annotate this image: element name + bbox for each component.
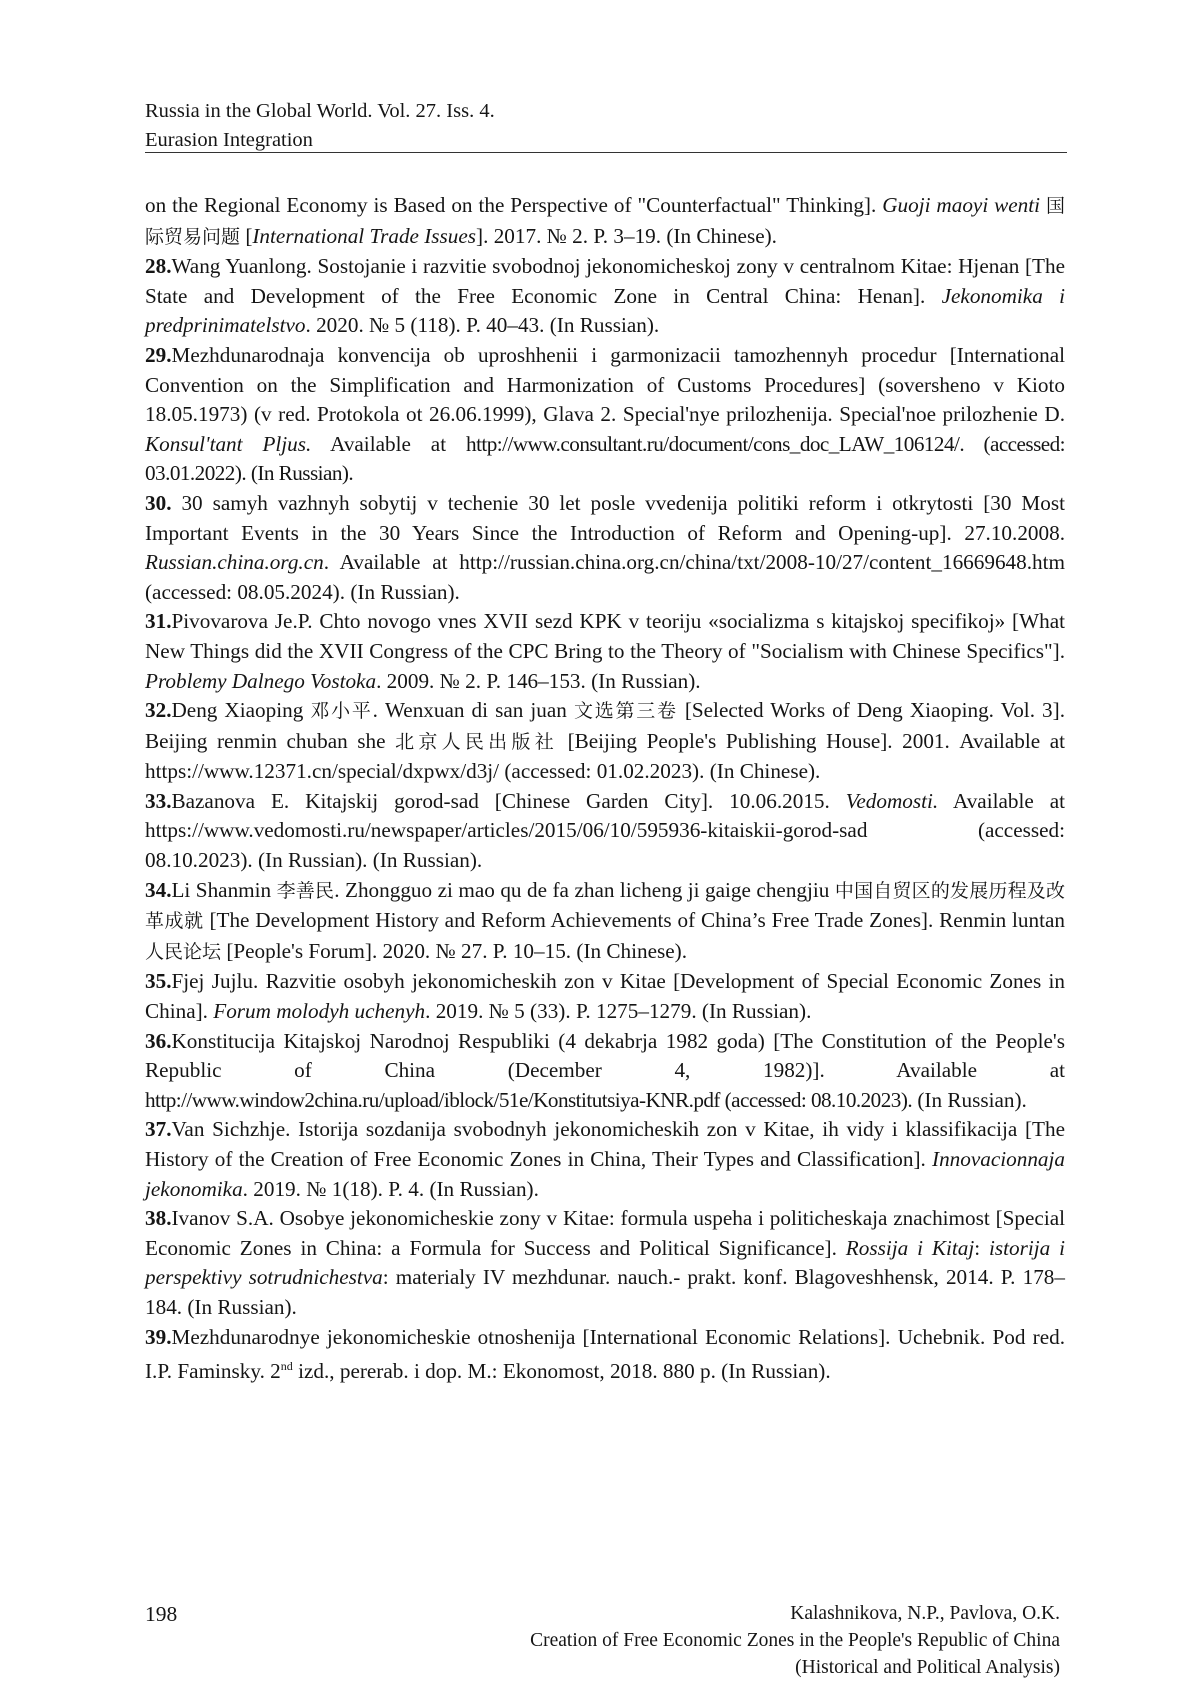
- reference-item-37: 37.Van Sichzhje. Istorija sozdanija svobodnyh jekonomicheskih zon v Kitae, ih vidy i klassifikacija [The History of the Creation of Free Economic Zones in China, Their Types and Classification]. Innovacionnaja jekonomika. 2019. № 1(18). P. 4. (In Russian).: [145, 1115, 1065, 1204]
- document-page: [0, 0, 1200, 1697]
- footer-article-subtitle: (Historical and Political Analysis): [530, 1654, 1060, 1681]
- page-number: 198: [145, 1602, 177, 1627]
- reference-list: [145, 191, 1065, 1387]
- running-header: [145, 97, 1067, 155]
- reference-item-30: 30. 30 samyh vazhnyh sobytij v techenie 30 let posle vvedenija politiki reform i otkrytosti [30 Most Important Events in the 30 Years Since the Introduction of Reform and Opening-up]. 27.10.2008. Russian.china.org.cn. Available at http://russian.china.org.cn/china/txt/2008-10/27/content_16669648.htm (accessed: 08.05.2024). (In Russian).: [145, 489, 1065, 607]
- footer-authors: Kalashnikova, N.P., Pavlova, O.K.: [530, 1600, 1060, 1627]
- reference-item-38: 38.Ivanov S.A. Osobye jekonomicheskie zony v Kitae: formula uspeha i politicheskaja znachimost [Special Economic Zones in China: a Formula for Success and Political Significance]. Rossija i Kitaj: istorija i perspektivy sotrudnichestva: materialy IV mezhdunar. nauch.- prakt. konf. Blagoveshhensk, 2014. P. 178–184. (In Russian).: [145, 1204, 1065, 1322]
- header-divider: [145, 152, 1067, 153]
- reference-item-36: 36.Konstitucija Kitajskoj Narodnoj Respubliki (4 dekabrja 1982 goda) [The Constitution of the People's Republic of China (December 4, 1982)]. Available at http://www.window2china.ru/upload/iblock/51e/Konstitutsiya-KNR.pdf (accessed: 08.10.2023). (In Russian).: [145, 1027, 1065, 1116]
- reference-item-39: 39.Mezhdunarodnye jekonomicheskie otnoshenija [International Economic Relations]. Uchebnik. Pod red. I.P. Faminsky. 2nd izd., pererab. i dop. M.: Ekonomost, 2018. 880 p. (In Russian).: [145, 1323, 1065, 1387]
- reference-item-34: 34.Li Shanmin 李善民. Zhongguo zi mao qu de fa zhan licheng ji gaige chengjiu 中国自贸区的发展历程及改革成就 [The Development History and Reform Achievements of China’s Free Trade Zones]. Renmin luntan 人民论坛 [People's Forum]. 2020. № 27. P. 10–15. (In Chinese).: [145, 876, 1065, 968]
- reference-item-35: 35.Fjej Jujlu. Razvitie osobyh jekonomicheskih zon v Kitae [Development of Special Economic Zones in China]. Forum molodyh uchenyh. 2019. № 5 (33). P. 1275–1279. (In Russian).: [145, 967, 1065, 1026]
- reference-url[interactable]: http://www.window2china.ru/upload/iblock/51e/Konstitutsiya-KNR.pdf (accessed: 08.10.2023).: [145, 1088, 912, 1112]
- reference-url[interactable]: http://www.consultant.ru/document/cons_doc_LAW_106124/. (accessed: 03.01.2022). (In Russian).: [145, 432, 1065, 486]
- reference-item-32: 32.Deng Xiaoping 邓小平. Wenxuan di san juan 文选第三卷 [Selected Works of Deng Xiaoping. Vol. 3]. Beijing renmin chuban she 北京人民出版社 [Beijing People's Publishing House]. 2001. Available at https://www.12371.cn/special/dxpwx/d3j/ (accessed: 01.02.2023). (In Chinese).: [145, 696, 1065, 787]
- journal-title: Russia in the Global World. Vol. 27. Iss. 4.: [145, 97, 1067, 126]
- running-footer: [530, 1600, 1060, 1681]
- reference-item-33: 33.Bazanova E. Kitajskij gorod-sad [Chinese Garden City]. 10.06.2015. Vedomosti. Available at https://www.vedomosti.ru/newspaper/articles/2015/06/10/595936-kitaiskii-gorod-sad (accessed: 08.10.2023). (In Russian). (In Russian).: [145, 787, 1065, 876]
- footer-article-title: Creation of Free Economic Zones in the People's Republic of China: [530, 1627, 1060, 1654]
- section-title: Eurasion Integration: [145, 126, 1067, 155]
- reference-item-28: 28.Wang Yuanlong. Sostojanie i razvitie svobodnoj jekonomicheskoj zony v centralnom Kitae: Hjenan [The State and Development of the Free Economic Zone in Central China: Henan]. Jekonomika i predprinimatelstvo. 2020. № 5 (118). P. 40–43. (In Russian).: [145, 252, 1065, 341]
- reference-item-27-continued: on the Regional Economy is Based on the Perspective of "Counterfactual" Thinking]. Guoji maoyi wenti 国际贸易问题 [International Trade Issues]. 2017. № 2. P. 3–19. (In Chinese).: [145, 191, 1065, 252]
- reference-item-31: 31.Pivovarova Je.P. Chto novogo vnes XVII sezd KPK v teoriju «socializma s kitajskoj specifikoj» [What New Things did the XVII Congress of the CPC Bring to the Theory of "Socialism with Chinese Specifics"]. Problemy Dalnego Vostoka. 2009. № 2. P. 146–153. (In Russian).: [145, 607, 1065, 696]
- reference-item-29: 29.Mezhdunarodnaja konvencija ob uproshhenii i garmonizacii tamozhennyh procedur [International Convention on the Simplification and Harmonization of Customs Procedures] (soversheno v Kioto 18.05.1973) (v red. Protokola ot 26.06.1999), Glava 2. Special'nye prilozhenija. Special'noe prilozhenie D. Konsul'tant Pljus. Available at http://www.consultant.ru/document/cons_doc_LAW_106124/. (accessed: 03.01.2022). (In Russian).: [145, 341, 1065, 489]
